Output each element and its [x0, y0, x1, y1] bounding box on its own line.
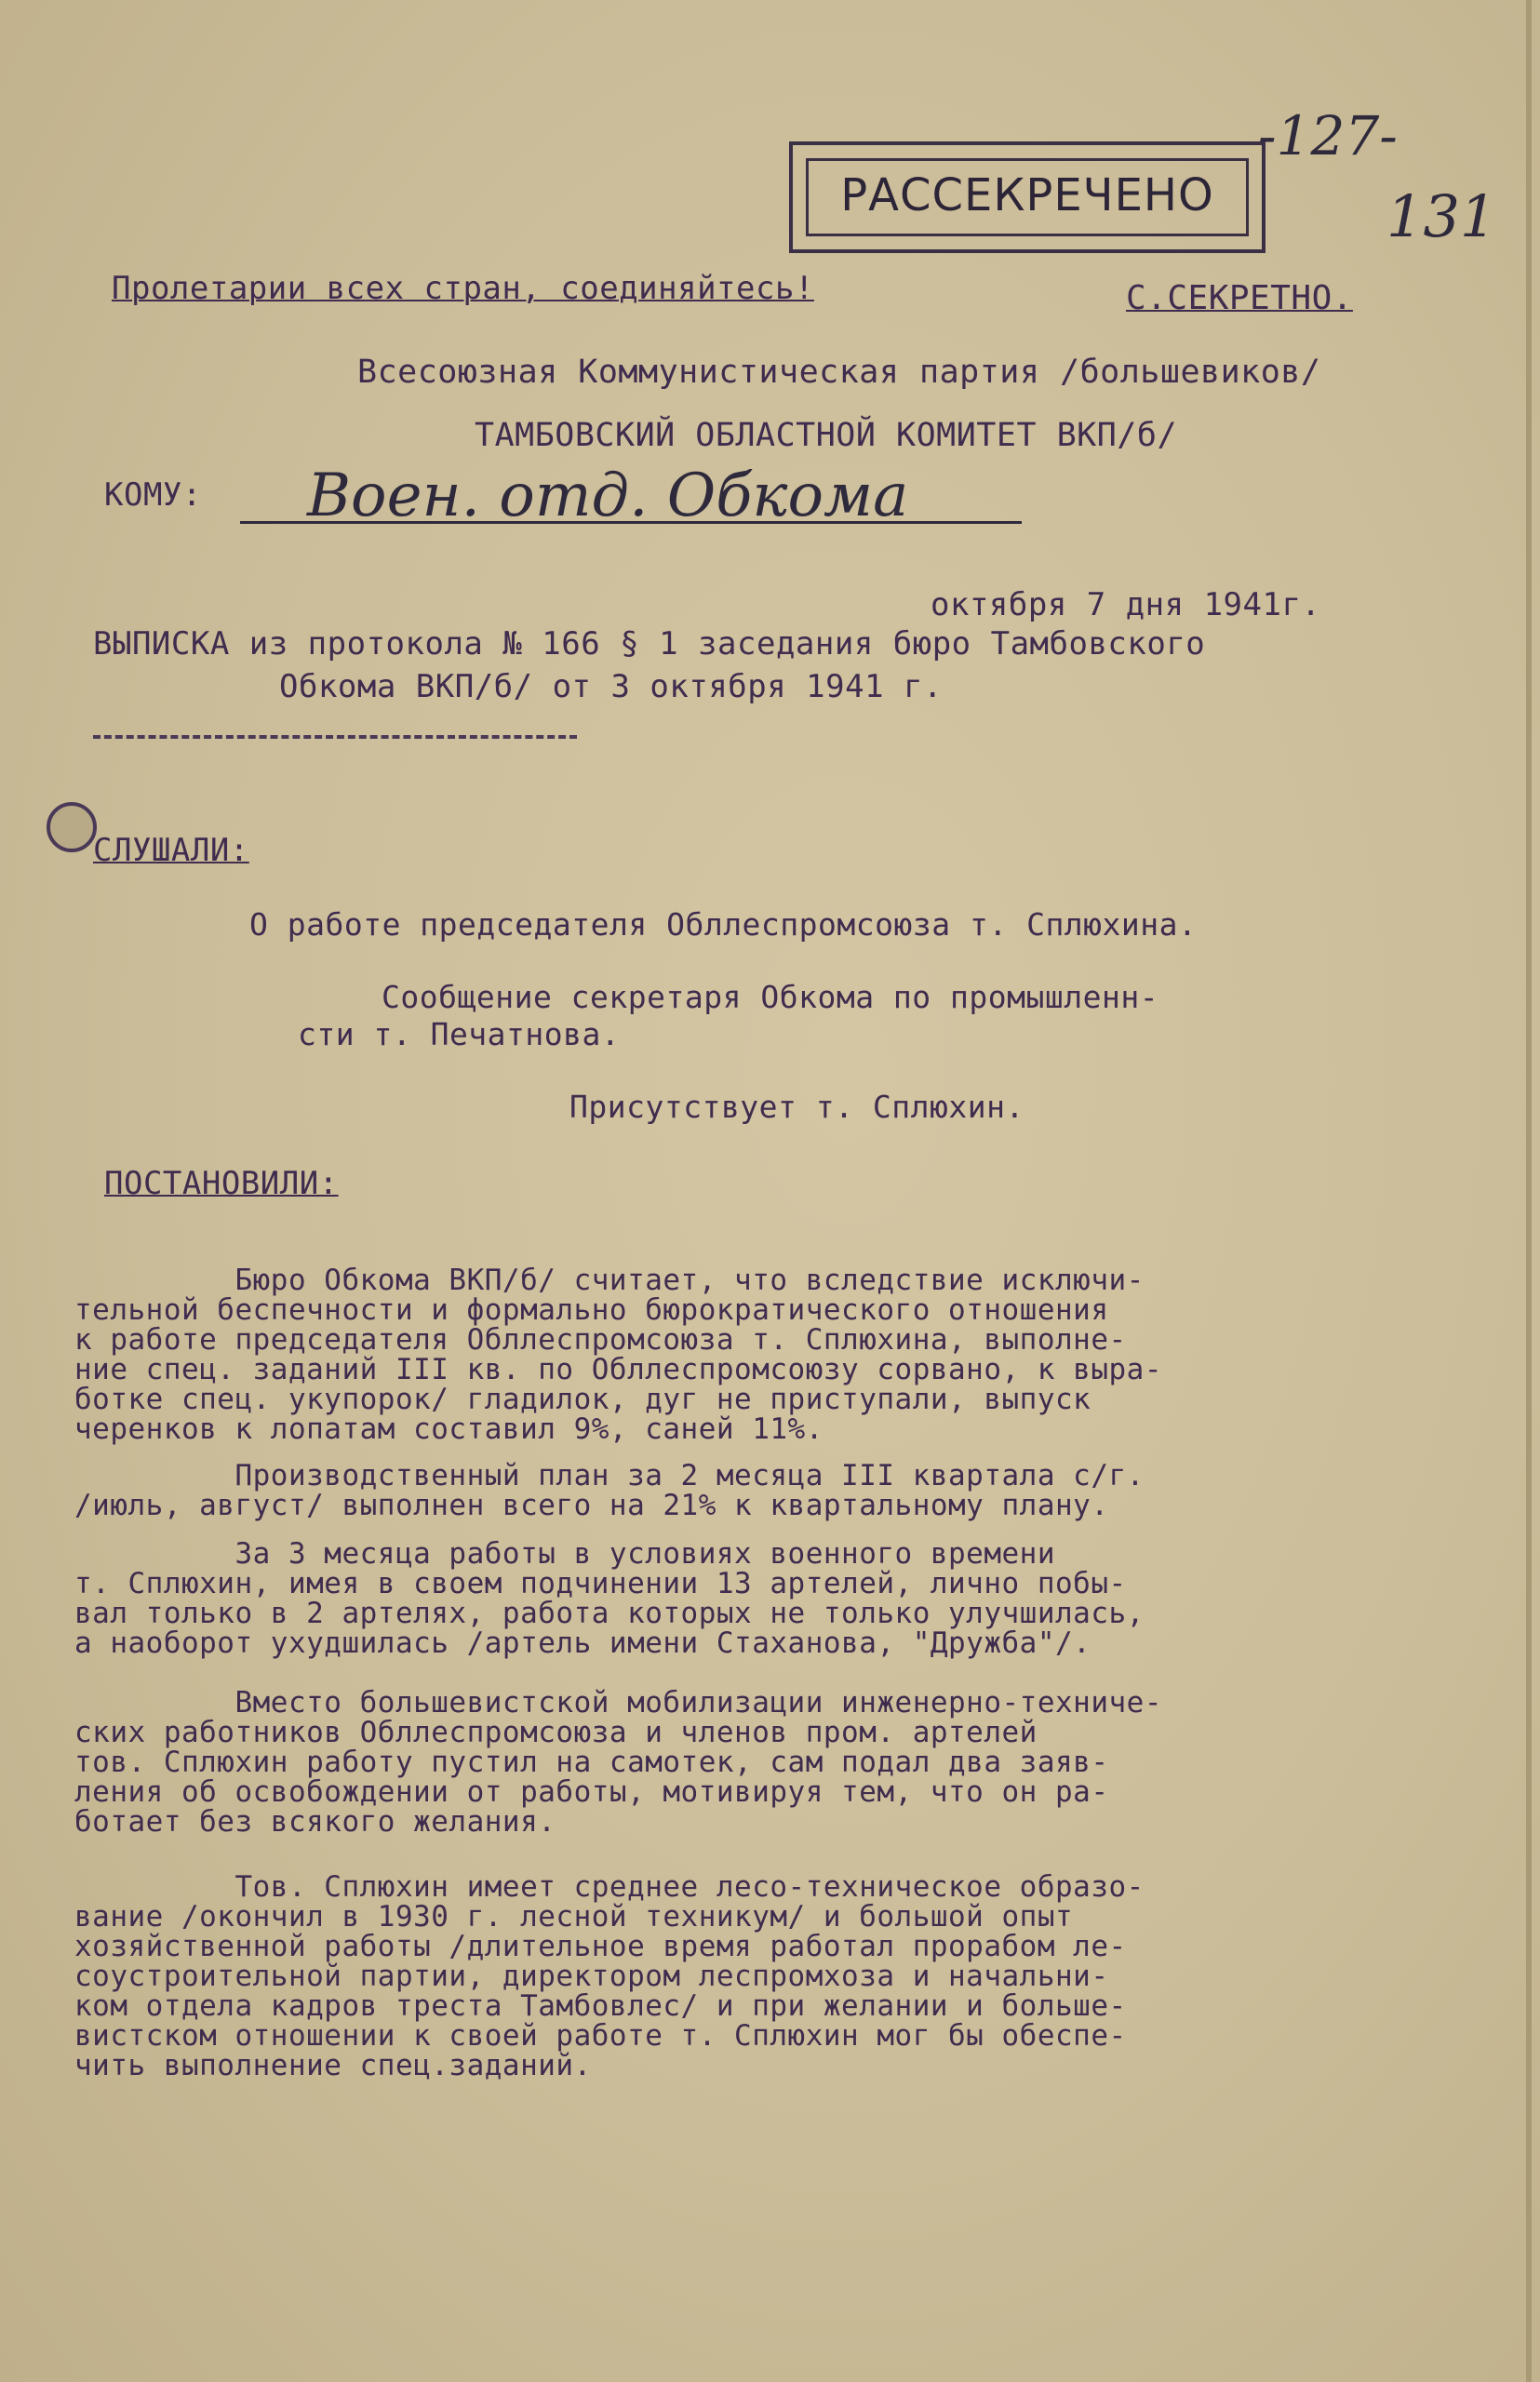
address-line: [240, 521, 1022, 524]
resolved-line: Вместо большевистской мобилизации инженерно-техниче-: [74, 1686, 1162, 1720]
resolved-line: соустроительной партии, директором леспромхоза и начальни-: [74, 1960, 1109, 1993]
archive-number-right: 131: [1386, 182, 1497, 250]
to-value-handwritten: Воен. отд. Обкома: [307, 462, 909, 530]
heard-present: Присутствует т. Сплюхин.: [569, 1089, 1024, 1125]
resolved-line: вание /окончил в 1930 г. лесной техникум/ и большой опыт: [74, 1900, 1074, 1934]
separator-dashes: [93, 735, 577, 739]
classification-mark: С.СЕКРЕТНО.: [1126, 279, 1353, 317]
resolved-line: ние спец. заданий III кв. по Обллеспромсоюзу сорвано, к выра-: [74, 1353, 1162, 1386]
resolved-line: ботке спец. укупорок/ гладилок, дуг не приступали, выпуск: [74, 1383, 1091, 1416]
resolved-line: тов. Сплюхин работу пустил на самотек, сам подал два заяв-: [74, 1746, 1109, 1779]
resolved-line: За 3 месяца работы в условиях военного времени: [74, 1537, 1055, 1571]
resolved-line: ления об освобождении от работы, мотивируя тем, что он ра-: [74, 1775, 1109, 1809]
resolved-line: тельной беспечности и формально бюрократического отношения: [74, 1293, 1109, 1327]
heard-report-line2: сти т. Печатнова.: [298, 1016, 621, 1052]
resolved-line: хозяйственной работы /длительное время работал прорабом ле-: [74, 1930, 1127, 1963]
to-label: КОМУ:: [104, 476, 202, 514]
resolved-line: к работе председателя Обллеспромсоюза т. Сплюхина, выполне-: [74, 1323, 1127, 1357]
resolved-label: ПОСТАНОВИЛИ:: [104, 1165, 339, 1202]
resolved-line: ских работников Обллеспромсоюза и членов пром. артелей: [74, 1716, 1038, 1749]
resolved-line: а наоборот ухудшилась /артель имени Стаханова, "Дружба"/.: [74, 1626, 1091, 1660]
resolved-line: черенков к лопатам составил 9%, саней 11%.: [74, 1412, 824, 1446]
resolved-line: вал только в 2 артелях, работа которых не только улучшилась,: [74, 1597, 1145, 1630]
extract-title-line1: ВЫПИСКА из протокола № 166 § 1 заседания бюро Тамбовского: [93, 625, 1206, 662]
resolved-line: т. Сплюхин, имея в своем подчинении 13 артелей, лично побы-: [74, 1567, 1127, 1600]
archive-number-top: -127-: [1258, 104, 1398, 167]
declassified-stamp: [789, 141, 1265, 253]
binding-hole: [47, 802, 97, 852]
heard-label: СЛУШАЛИ:: [93, 832, 249, 869]
resolved-line: ком отдела кадров треста Тамбовлес/ и при желании и больше-: [74, 1989, 1127, 2023]
heard-topic: О работе председателя Обллеспромсоюза т. Сплюхина.: [249, 906, 1198, 943]
resolved-line: Производственный план за 2 месяца III квартала с/г.: [74, 1459, 1145, 1492]
extract-title-line2: Обкома ВКП/б/ от 3 октября 1941 г.: [279, 668, 943, 705]
resolved-line: вистском отношении к своей работе т. Сплюхин мог бы обеспе-: [74, 2019, 1127, 2053]
document-date: октября 7 дня 1941г.: [931, 586, 1321, 623]
resolved-line: Бюро Обкома ВКП/б/ считает, что вследствие исключи-: [74, 1264, 1145, 1297]
resolved-line: ботает без всякого желания.: [74, 1805, 556, 1839]
committee-name: ТАМБОВСКИЙ ОБЛАСТНОЙ КОМИТЕТ ВКП/б/: [475, 417, 1178, 454]
resolved-line: Тов. Сплюхин имеет среднее лесо-техническое образо-: [74, 1870, 1145, 1904]
heard-report-line1: Сообщение секретаря Обкома по промышленн-: [382, 979, 1159, 1015]
resolved-line: чить выполнение спец.заданий.: [74, 2049, 592, 2082]
slogan: Пролетарии всех стран, соединяйтесь!: [112, 270, 814, 307]
party-name: Всесоюзная Коммунистическая партия /большевиков/: [357, 354, 1321, 391]
page-edge: [1526, 0, 1532, 2382]
resolved-line: /июль, август/ выполнен всего на 21% к квартальному плану.: [74, 1489, 1109, 1522]
stamp-text: РАССЕКРЕЧЕНО: [840, 169, 1214, 221]
